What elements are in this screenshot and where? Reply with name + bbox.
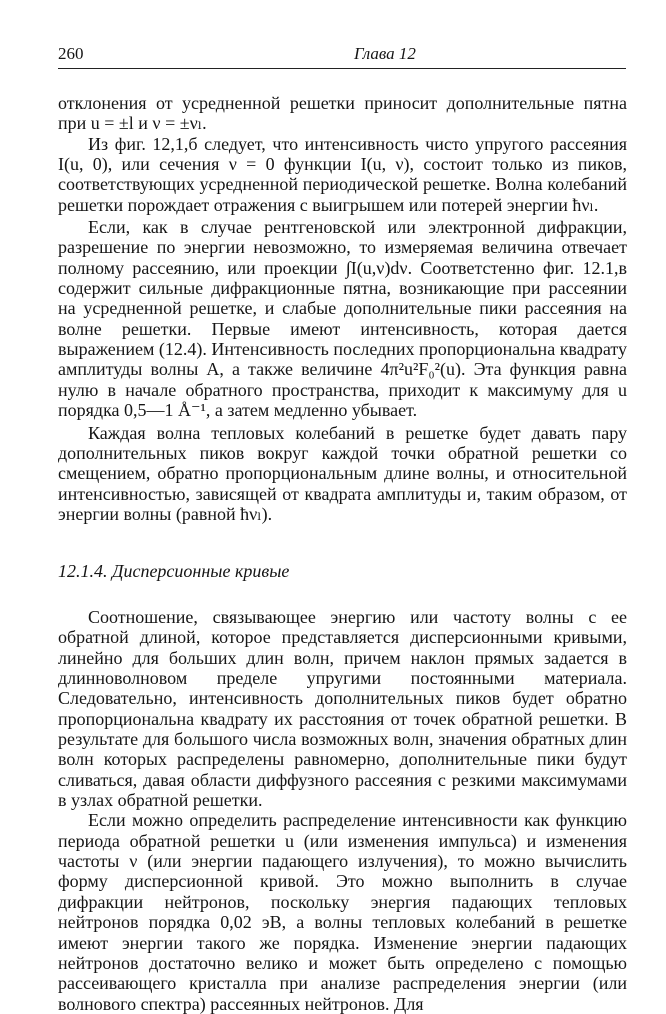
paragraph: Если можно определить распределение интенсивности как функцию периода обратной решетки u (или изменения импульса) и изменения частоты ν (или энергии падающего излучения), то можно вычислить форму дисперсионной кривой. Это можно выполнить в случае дифракции нейтронов, поскольку энергия падающих тепловых нейтронов порядка 0,02 эВ, а волны тепловых колебаний в решетке имеют энергии такого же порядка. Изменение энергии падающих нейтронов достаточно велико и может быть определено с помощью рассеивающего кристалла при анализе распределения энергии (или волнового спектра) рассеянных нейтронов. Для	[58, 810, 627, 1014]
running-head	[58, 42, 626, 69]
text-block-top	[58, 93, 627, 524]
paragraph: отклонения от усредненной решетки приносит дополнительные пятна при u = ±l и ν = ±νₗ.	[58, 93, 627, 134]
paragraph: Если, как в случае рентгеновской или электронной дифракции, разрешение по энергии невозможно, то измеряемая величина отвечает полному рассеянию, или проекции ∫I(u,ν)dν. Соответстенно фиг. 12.1,в содержит сильные дифракционные пятна, возникающие при рассеянии на усредненной решетке, и слабые дополнительные пики рассеяния на волне решетки. Первые имеют интенсивность, которая дается выражением (12.4). Интенсивность последних пропорциональна квадрату амплитуды волны A, а также величине 4π²u²F₀²(u). Эта функция равна нулю в начале обратного пространства, приходит к максимуму для u порядка 0,5—1 Å⁻¹, а затем медленно убывает.	[58, 217, 627, 421]
paragraph: Соотношение, связывающее энергию или частоту волны с ее обратной длиной, которое представляется дисперсионными кривыми, линейно для больших длин волн, причем наклон прямых задается в длинноволновом пределе упругими постоянными материала. Следовательно, интенсивность дополнительных пиков будет обратно пропорциональна квадрату их расстояния от точек обратной решетки. В результате для большого числа возможных волн, значения обратных длин волн которых распределены равномерно, дополнительные пики будут сливаться, давая области диффузного рассеяния с резкими максимумами в узлах обратной решетки.	[58, 607, 627, 811]
page-number: 260	[58, 44, 84, 63]
paragraph: Из фиг. 12,1,б следует, что интенсивность чисто упругого рассеяния I(u, 0), или сечения ν = 0 функции I(u, ν), состоит только из пиков, соответствующих усредненной периодической решетке. Волна колебаний решетки порождает отражения с выигрышем или потерей энергии ħνₗ.	[58, 133, 627, 215]
paragraph: Каждая волна тепловых колебаний в решетке будет давать пару дополнительных пиков вокруг каждой точки обратной решетки со смещением, обратно пропорциональным длине волны, и относительной интенсивностью, зависящей от квадрата амплитуды и, таким образом, от энергии волны (равной ħνₗ).	[58, 422, 627, 524]
text-block-bottom	[58, 607, 627, 1014]
subsection-title: 12.1.4. Дисперсионные кривые	[58, 561, 290, 581]
chapter-title: Глава 12	[354, 44, 416, 63]
